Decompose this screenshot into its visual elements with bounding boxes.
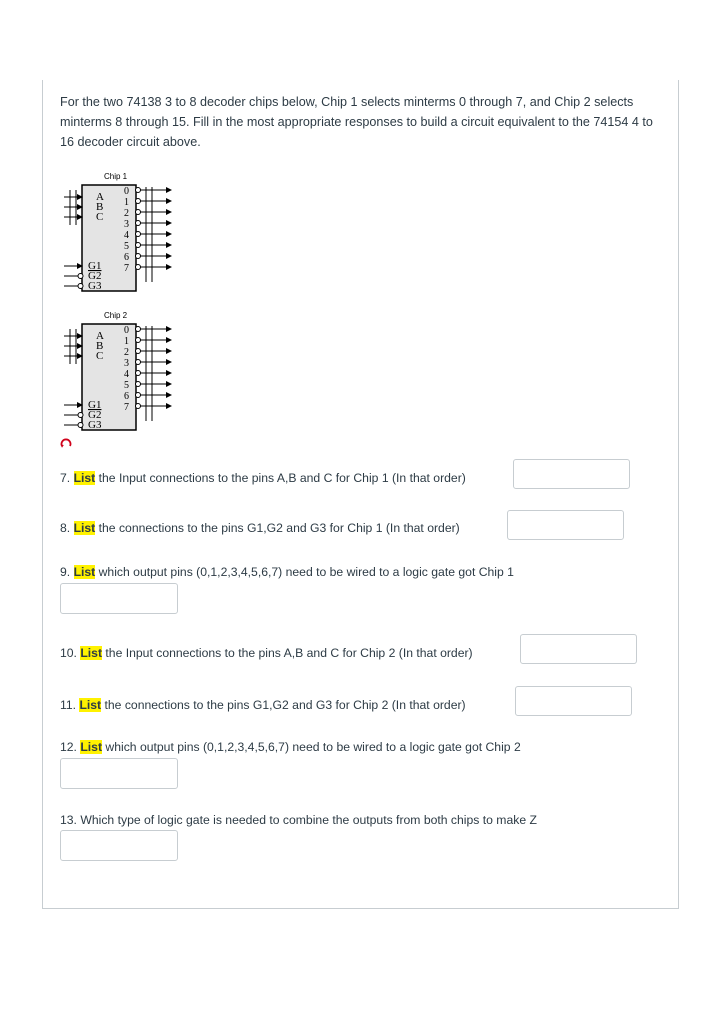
svg-text:4: 4 [124, 230, 129, 241]
pin-a: A [96, 191, 104, 203]
pin-b: B [96, 201, 104, 213]
svg-text:0: 0 [124, 325, 129, 336]
pin-g2: G2 [88, 409, 102, 421]
output-pins [124, 186, 129, 274]
question-12: 12. List which output pins (0,1,2,3,4,5,6,7) need to be wired to a logic gate got Chip 2 [60, 740, 521, 754]
answer-10-input[interactable] [520, 634, 637, 664]
svg-text:3: 3 [124, 219, 129, 230]
svg-text:3: 3 [124, 358, 129, 369]
svg-text:7: 7 [124, 402, 129, 413]
pin-g3: G3 [88, 419, 102, 431]
chip-1-diagram [62, 170, 182, 296]
answer-8-input[interactable] [507, 510, 624, 540]
pin-a: A [96, 330, 104, 342]
question-8: 8. List the connections to the pins G1,G2 and G3 for Chip 1 (In that order) [60, 521, 460, 535]
answer-12-input[interactable] [60, 758, 178, 789]
svg-text:1: 1 [124, 197, 129, 208]
question-9: 9. List which output pins (0,1,2,3,4,5,6,7) need to be wired to a logic gate got Chip 1 [60, 565, 514, 579]
svg-text:5: 5 [124, 241, 129, 252]
svg-text:0: 0 [124, 186, 129, 197]
question-7: 7. List the Input connections to the pins A,B and C for Chip 1 (In that order) [60, 471, 466, 485]
answer-11-input[interactable] [515, 686, 632, 716]
svg-text:6: 6 [124, 391, 129, 402]
svg-text:2: 2 [124, 208, 129, 219]
svg-text:2: 2 [124, 347, 129, 358]
pin-c: C [96, 211, 104, 223]
question-10: 10. List the Input connections to the pins A,B and C for Chip 2 (In that order) [60, 646, 473, 660]
svg-text:4: 4 [124, 369, 129, 380]
output-pins [124, 325, 129, 413]
answer-9-input[interactable] [60, 583, 178, 614]
pin-g3: G3 [88, 280, 102, 292]
svg-text:7: 7 [124, 263, 129, 274]
chip-2-diagram [62, 309, 182, 435]
pin-c: C [96, 350, 104, 362]
pin-g1: G1 [88, 399, 102, 411]
pin-b: B [96, 340, 104, 352]
question-11: 11. List the connections to the pins G1,G2 and G3 for Chip 2 (In that order) [60, 698, 466, 712]
chip-label: Chip 1 [104, 172, 128, 181]
pin-g2: G2 [88, 270, 102, 282]
chip-label: Chip 2 [104, 311, 128, 320]
question-13: 13. Which type of logic gate is needed to combine the outputs from both chips to make Z [60, 813, 537, 827]
answer-7-input[interactable] [513, 459, 630, 489]
svg-text:5: 5 [124, 380, 129, 391]
svg-text:6: 6 [124, 252, 129, 263]
intro-text: For the two 74138 3 to 8 decoder chips below, Chip 1 selects minterms 0 through 7, and Chip 2 selects minterms 8 through 15. Fill in the most appropriate responses to build a circuit equivalent to the 74154 4 to 16 decoder circuit above. [60, 95, 653, 149]
reload-icon[interactable] [60, 437, 72, 455]
pin-g1: G1 [88, 260, 102, 272]
answer-13-input[interactable] [60, 830, 178, 861]
svg-text:1: 1 [124, 336, 129, 347]
